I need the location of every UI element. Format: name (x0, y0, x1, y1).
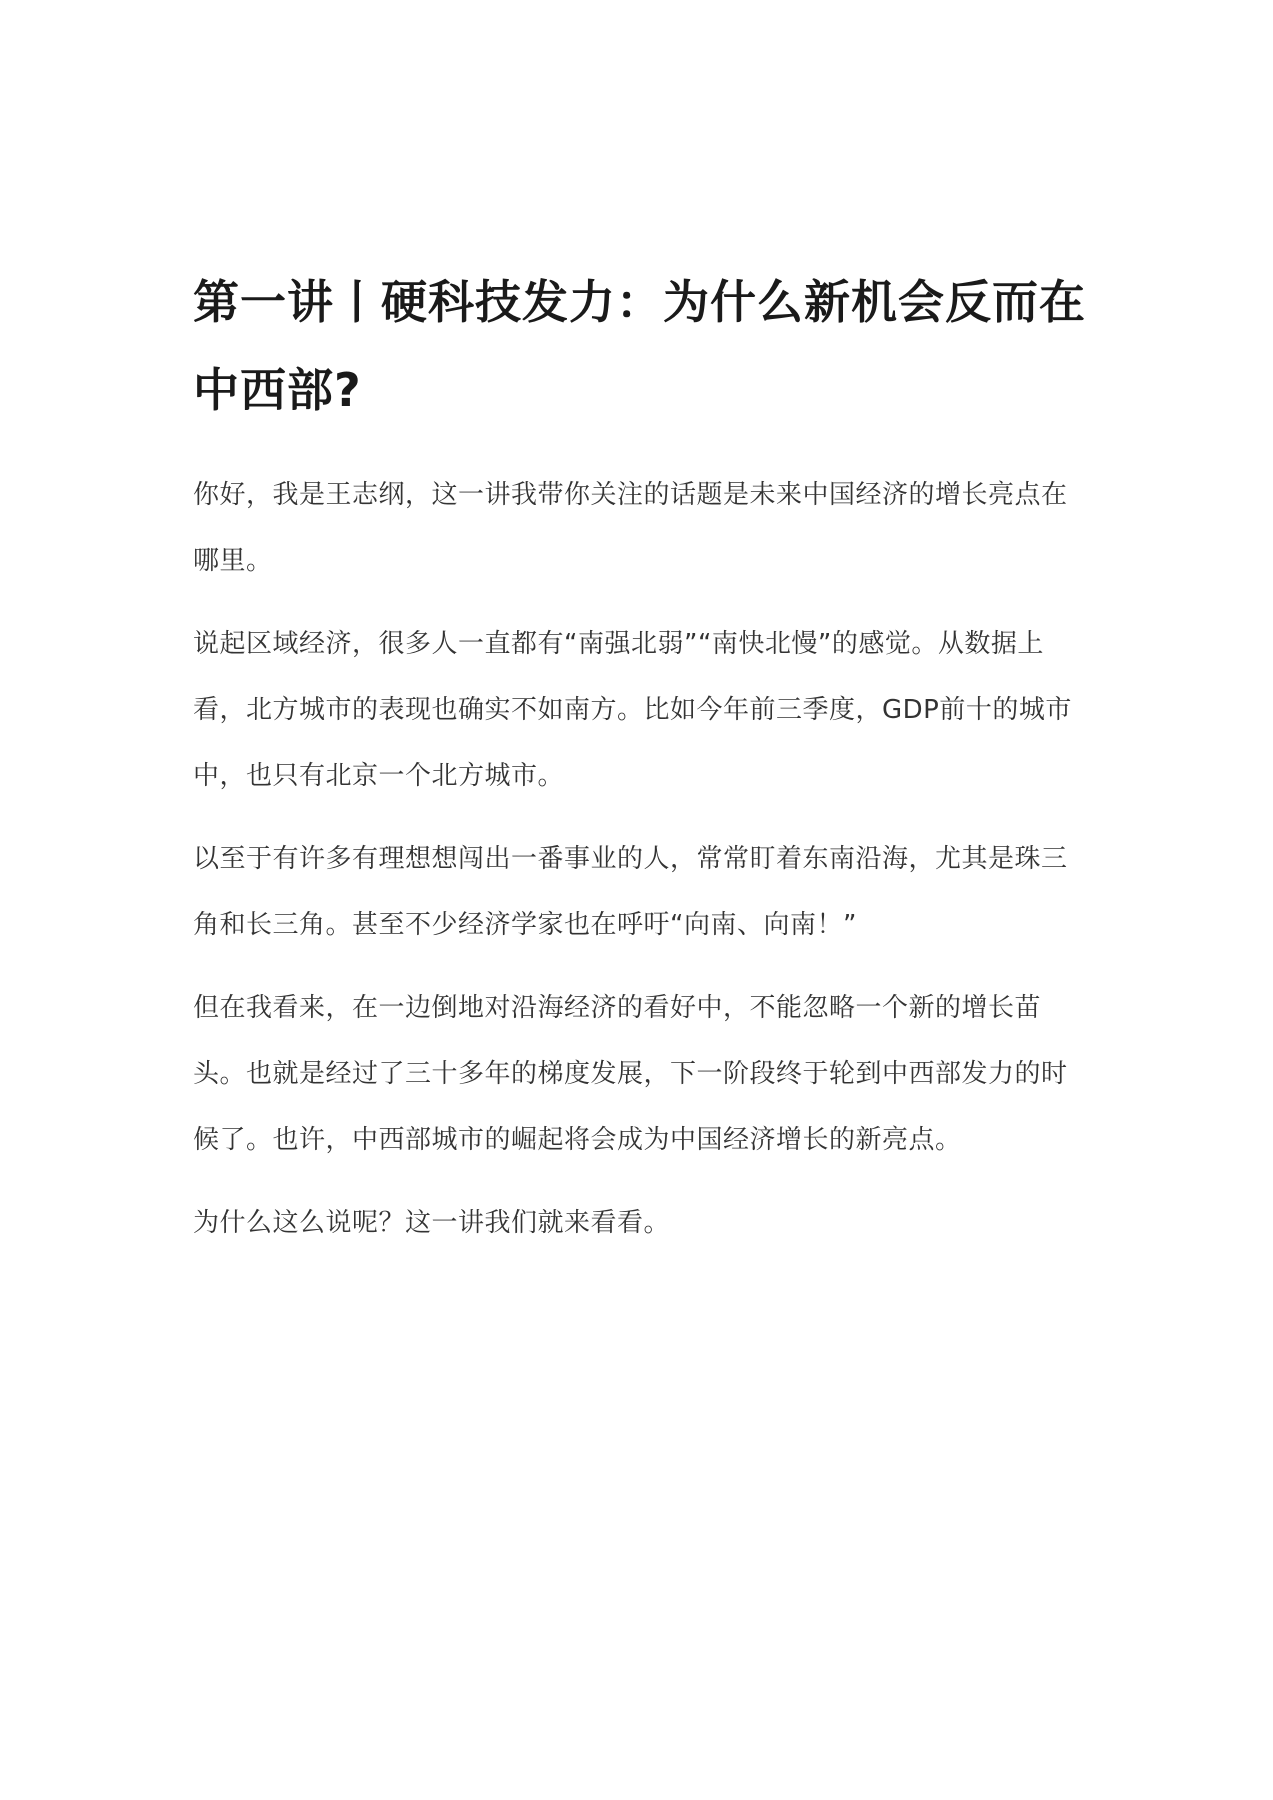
article-content (193, 258, 1093, 1273)
paragraph-regional-economy: 说起区域经济，很多人一直都有“南强北弱”“南快北慢”的感觉。从数据上看，北方城市的表现也确实不如南方。比如今年前三季度，GDP前十的城市中，也只有北京一个北方城市。 (193, 629, 1072, 791)
paragraph-central-west-rise: 但在我看来，在一边倒地对沿海经济的看好中，不能忽略一个新的增长苗头。也就是经过了三十多年的梯度发展，下一阶段终于轮到中西部发力的时候了。也许，中西部城市的崛起将会成为中国经济增长的新亮点。 (193, 993, 1068, 1155)
article-body (193, 462, 1093, 1256)
lecture-title: 第一讲丨硬科技发力：为什么新机会反而在中西部? (193, 275, 1086, 417)
paragraph-coastal-focus: 以至于有许多有理想想闯出一番事业的人，常常盯着东南沿海，尤其是珠三角和长三角。甚至不少经济学家也在呼吁“向南、向南！” (193, 844, 1068, 940)
paragraph-intro: 你好，我是王志纲，这一讲我带你关注的话题是未来中国经济的增长亮点在哪里。 (193, 480, 1068, 576)
paragraph-closing-question: 为什么这么说呢？这一讲我们就来看看。 (193, 1208, 671, 1238)
